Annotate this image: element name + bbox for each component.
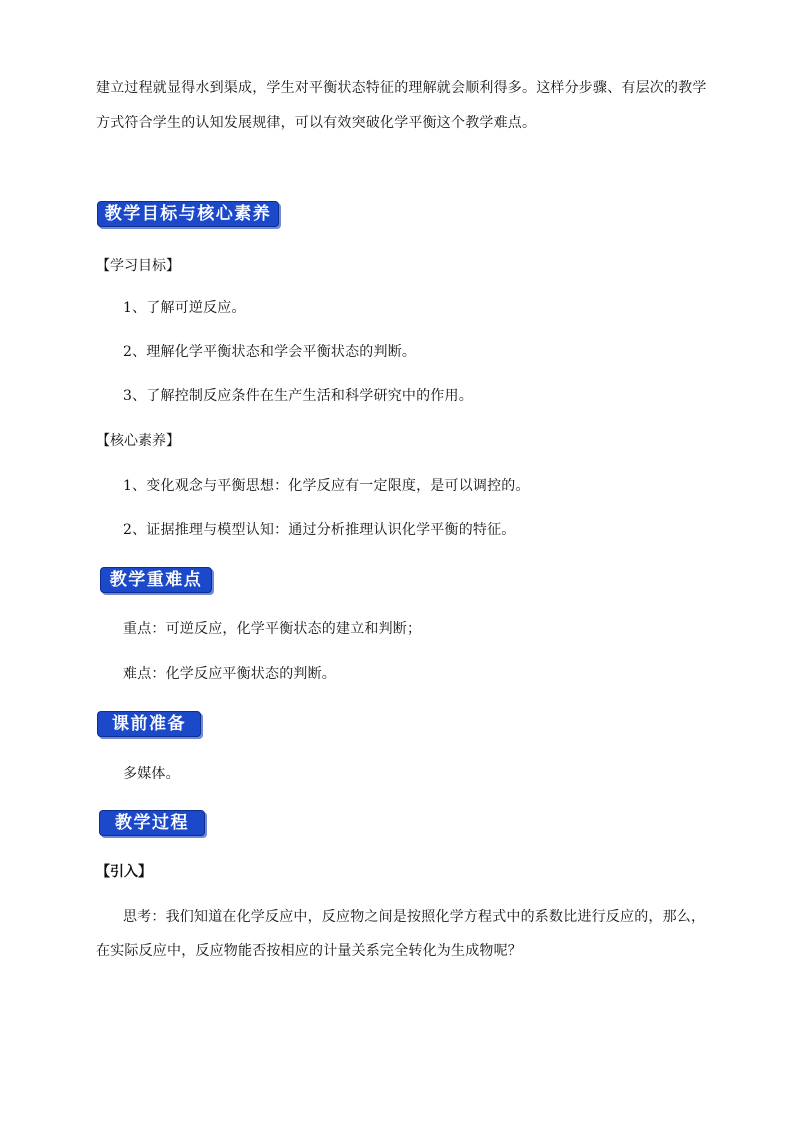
learning-goal-item-3: 3、了解控制反应条件在生产生活和科学研究中的作用。 — [123, 388, 473, 404]
intro-heading: 【引入】 — [96, 864, 152, 880]
intro-paragraph-line-1: 建立过程就显得水到渠成，学生对平衡状态特征的理解就会顺利得多。这样分步骤、有层次的教学 — [96, 80, 707, 96]
core-literacy-item-1: 1、变化观念与平衡思想：化学反应有一定限度，是可以调控的。 — [123, 478, 530, 494]
key-point-difficulty: 难点：化学反应平衡状态的判断。 — [123, 666, 336, 682]
section-title-objectives: 教学目标与核心素养 — [97, 201, 279, 227]
section-title-key-points: 教学重难点 — [100, 567, 212, 593]
preparation-content: 多媒体。 — [123, 766, 180, 782]
learning-goals-heading: 【学习目标】 — [96, 258, 180, 274]
learning-goal-item-2: 2、理解化学平衡状态和学会平衡状态的判断。 — [123, 344, 417, 360]
core-literacy-heading: 【核心素养】 — [96, 433, 180, 449]
section-title-preparation: 课前准备 — [97, 711, 201, 737]
thinking-line-1: 思考：我们知道在化学反应中，反应物之间是按照化学方程式中的系数比进行反应的，那么， — [123, 909, 706, 925]
learning-goal-item-1: 1、了解可逆反应。 — [123, 300, 246, 316]
key-point-focus: 重点：可逆反应，化学平衡状态的建立和判断； — [123, 621, 422, 637]
core-literacy-item-2: 2、证据推理与模型认知：通过分析推理认识化学平衡的特征。 — [123, 522, 516, 538]
section-title-process: 教学过程 — [99, 810, 205, 836]
thinking-line-2: 在实际反应中，反应物能否按相应的计量关系完全转化为生成物呢？ — [96, 943, 522, 959]
intro-paragraph-line-2: 方式符合学生的认知发展规律，可以有效突破化学平衡这个教学难点。 — [96, 115, 537, 131]
